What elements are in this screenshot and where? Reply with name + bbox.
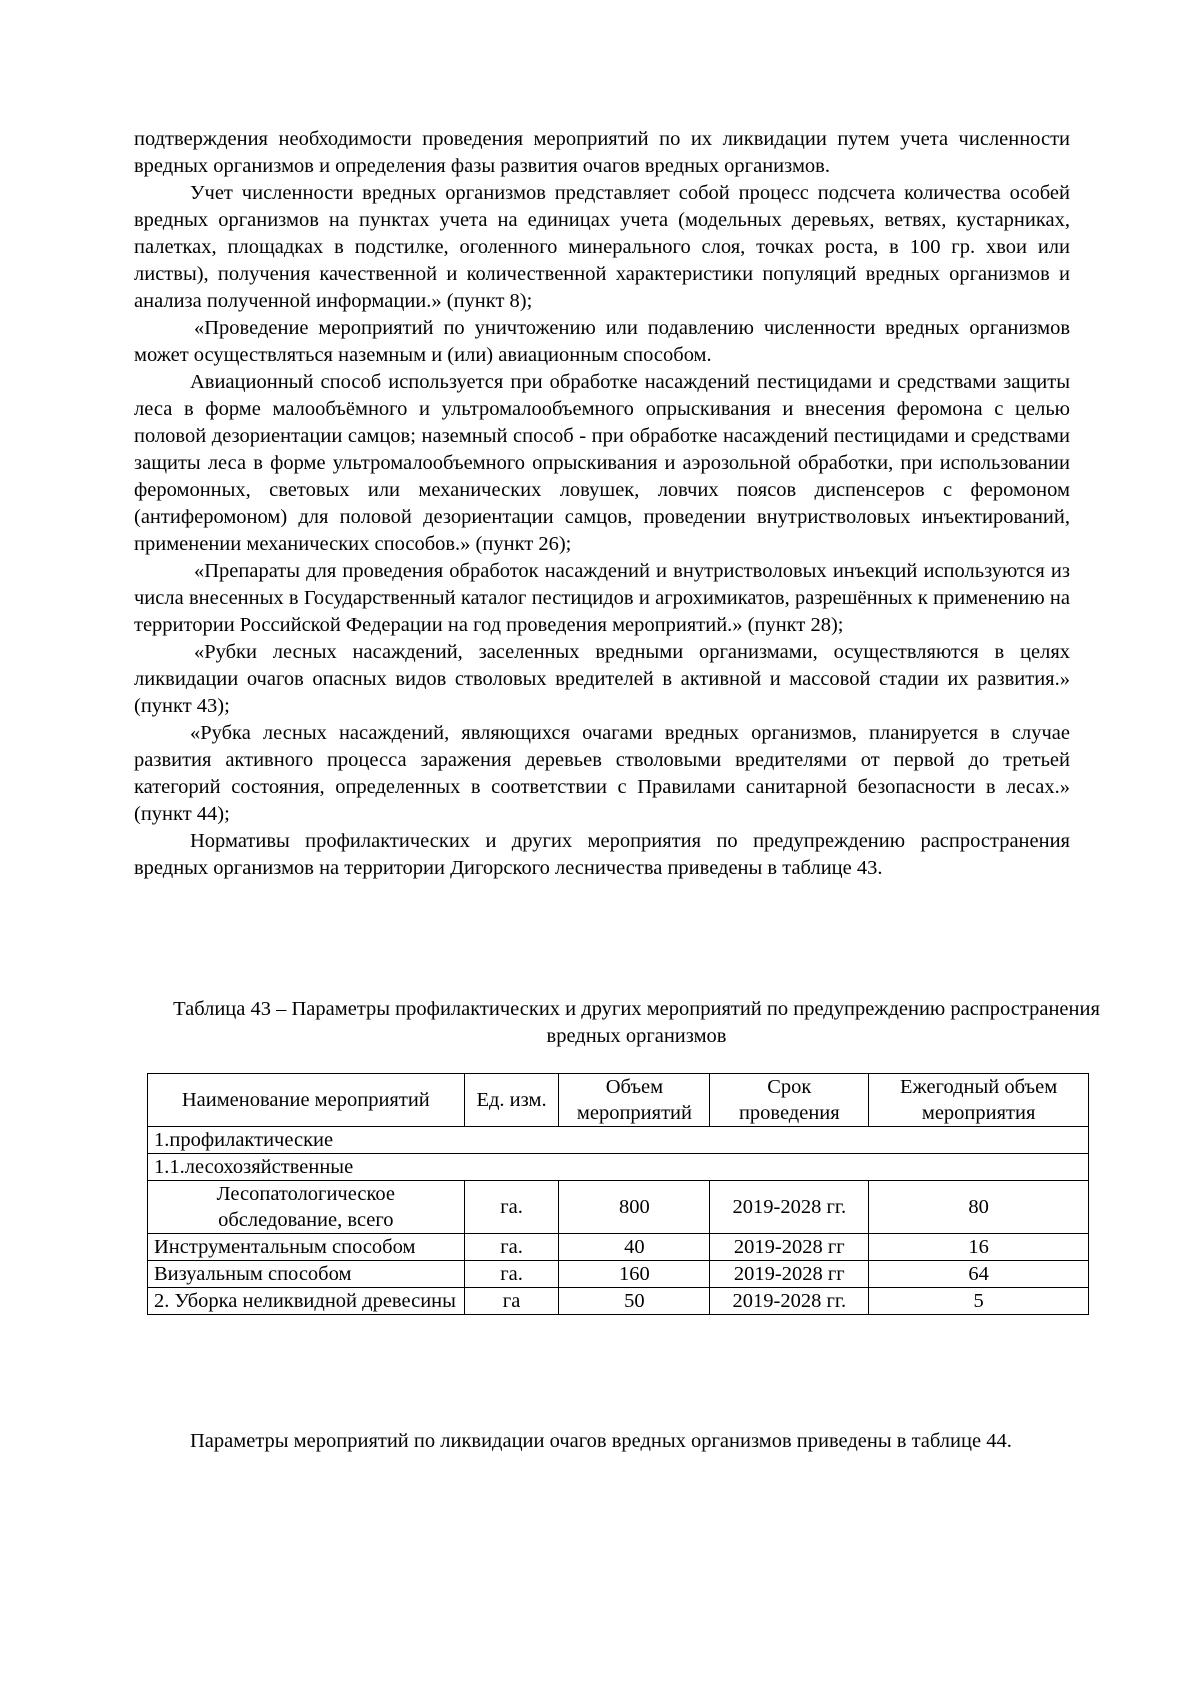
- cell-name: Лесопатологическое обследование, всего: [148, 1181, 465, 1234]
- cell-name: 2. Уборка неликвидной древесины: [148, 1288, 465, 1315]
- header-unit: Ед. изм.: [464, 1074, 559, 1127]
- cell-period: 2019-2028 гг.: [710, 1181, 869, 1234]
- cell-annual: 16: [869, 1234, 1089, 1261]
- table-row: [148, 1234, 1089, 1261]
- table-row: [148, 1288, 1089, 1315]
- paragraph-norms: Нормативы профилактических и других мероприятия по предупреждению распространения вредных организмов на территории Дигорского лесничества приведены в таблице 43.: [134, 830, 1070, 879]
- paragraph-suppression-methods: «Проведение мероприятий по уничтожению или подавлению численности вредных организмов может осуществляться наземным и (или) авиационным способом.: [134, 317, 1070, 366]
- table-section-row: [148, 1127, 1089, 1154]
- paragraph-felling-planning: «Рубка лесных насаждений, являющихся очагами вредных организмов, планируется в случае развития активного процесса заражения деревьев стволовыми вредителями от первой до третьей категорий состояния, определенных в соответствии с Правилами санитарной безопасности в лесах.» (пункт 44);: [134, 722, 1070, 825]
- table-section-row: [148, 1154, 1089, 1181]
- cell-annual: 5: [869, 1288, 1089, 1315]
- paragraph-felling: «Рубки лесных насаждений, заселенных вредными организмами, осуществляются в целях ликвидации очагов опасных видов стволовых вредителей в активной и массовой стадии их развития.» (пункт 43);: [134, 641, 1070, 717]
- cell-period: 2019-2028 гг: [710, 1261, 869, 1288]
- header-volume: Объем мероприятий: [559, 1074, 710, 1127]
- table-row: [148, 1261, 1089, 1288]
- paragraph-aviation-method: Авиационный способ используется при обработке насаждений пестицидами и средствами защиты леса в форме малообъёмного и ультромалообъемного опрыскивания и внесения феромона с целью половой дезориентации самцов; наземный способ - при обработке насаждений пестицидами и средствами защиты леса в форме ультромалообъемного опрыскивания и аэрозольной обработки, при использовании феромонных, световых или механических ловушек, ловчих поясов диспенсеров с феромоном (антиферомоном) для половой дезориентации самцов, проведении внутриствoловых инъектирований, применении механических способов.» (пункт 26);: [134, 371, 1070, 555]
- header-name: Наименование мероприятий: [148, 1074, 465, 1127]
- paragraph-continuation: подтверждения необходимости проведения мероприятий по их ликвидации путем учета численности вредных организмов и определения фазы развития очагов вредных организмов.: [134, 128, 1070, 177]
- cell-annual: 80: [869, 1181, 1089, 1234]
- cell-volume: 160: [559, 1261, 710, 1288]
- body-text: [134, 126, 1070, 882]
- cell-unit: га: [464, 1288, 559, 1315]
- section-forestry: 1.1.лесохозяйственные: [148, 1154, 1089, 1181]
- table-header-row: [148, 1074, 1089, 1127]
- cell-name: Визуальным способом: [148, 1261, 465, 1288]
- paragraph-preparations: «Препараты для проведения обработок насаждений и внутриствoловых инъекций используются из числа внесенных в Государственный каталог пестицидов и агрохимикатов, разрешённых к применению на территории Российской Федерации на год проведения мероприятий.» (пункт 28);: [134, 560, 1070, 636]
- cell-period: 2019-2028 гг: [710, 1234, 869, 1261]
- header-annual-volume: Ежегодный объем мероприятия: [869, 1074, 1089, 1127]
- cell-unit: га.: [464, 1234, 559, 1261]
- paragraph-closing: Параметры мероприятий по ликвидации очагов вредных организмов приведены в таблице 44.: [190, 1430, 1012, 1452]
- header-period: Срок проведения: [710, 1074, 869, 1127]
- cell-volume: 50: [559, 1288, 710, 1315]
- cell-name: Инструментальным способом: [148, 1234, 465, 1261]
- measures-table: [147, 1073, 1089, 1315]
- cell-volume: 800: [559, 1181, 710, 1234]
- table-43: [147, 1073, 1089, 1315]
- cell-volume: 40: [559, 1234, 710, 1261]
- table-row: [148, 1181, 1089, 1234]
- cell-unit: га.: [464, 1181, 559, 1234]
- cell-annual: 64: [869, 1261, 1089, 1288]
- cell-period: 2019-2028 гг.: [710, 1288, 869, 1315]
- cell-unit: га.: [464, 1261, 559, 1288]
- table-caption: Таблица 43 – Параметры профилактических и других мероприятий по предупреждению распространения вредных организмов: [173, 998, 1100, 1047]
- paragraph-pest-count: Учет численности вредных организмов представляет собой процесс подсчета количества особей вредных организмов на пунктах учета на единицах учета (модельных деревьях, ветвях, кустарниках, палетках, площадках в подстилке, оголенного минерального слоя, точках роста, в 100 гр. хвои или листвы), получения качественной и количественной характеристики популяций вредных организмов и анализа полученной информации.» (пункт 8);: [134, 182, 1070, 312]
- section-preventive: 1.профилактические: [148, 1127, 1089, 1154]
